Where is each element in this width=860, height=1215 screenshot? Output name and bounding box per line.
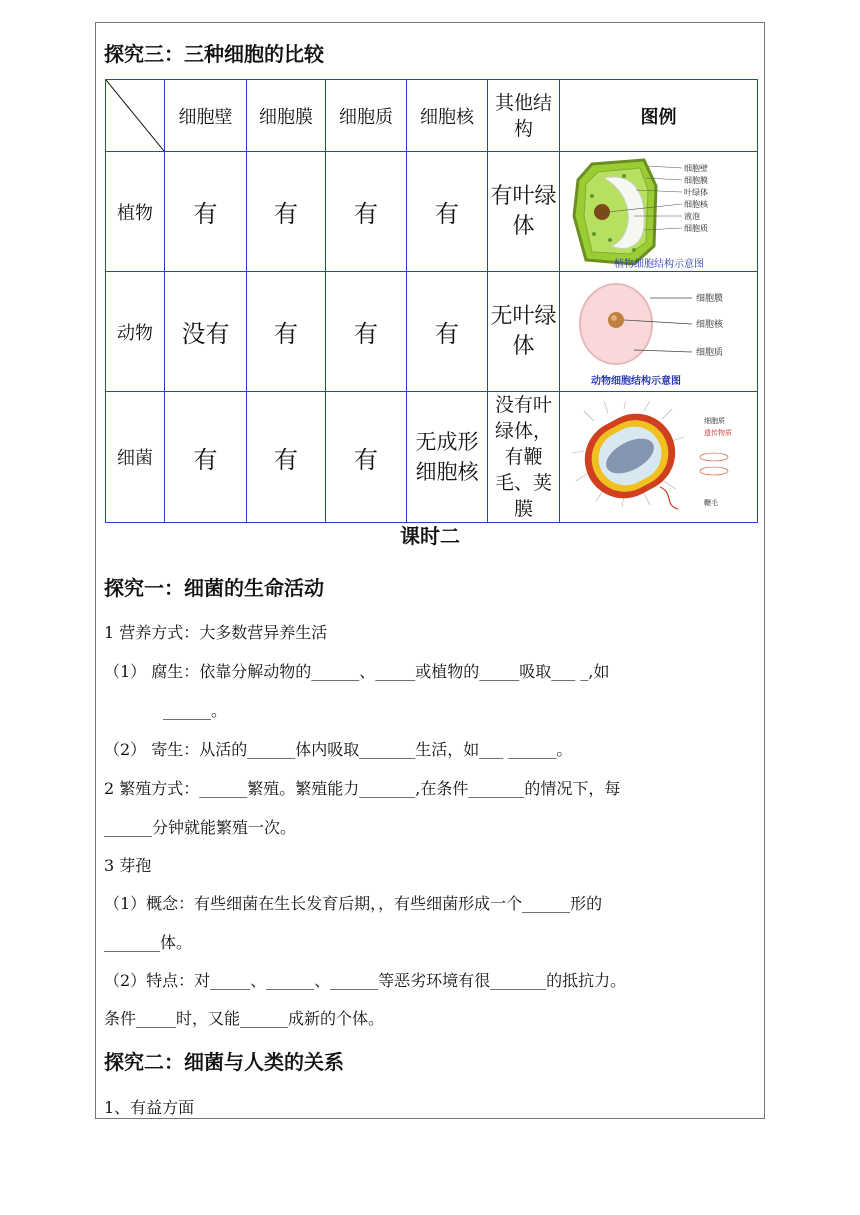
table-cell: 有	[407, 272, 488, 392]
animal-figure-caption: 动物细胞结构示意图	[590, 375, 681, 387]
animal-label-cytoplasm: 细胞质	[695, 347, 723, 358]
table-cell: 没有	[165, 272, 247, 392]
bacteria-label-flagellum: 鞭毛	[703, 499, 718, 507]
line-reproduction-time: ______分钟就能繁殖一次。	[104, 818, 297, 837]
table-cell: 没有叶绿体，有鞭毛、荚膜	[488, 392, 560, 523]
lesson2-title: 课时二	[400, 524, 460, 548]
row-label-plant: 植物	[106, 152, 165, 272]
bacteria-cell-figure	[560, 392, 758, 523]
table-cell: 有	[326, 392, 407, 523]
line-spore-feature: （2）特点：对_____、______、______等恶劣环境有很_______的抵抗力。	[104, 971, 627, 990]
bacteria-label-genetic: 遗传物质	[703, 429, 732, 437]
row-label-bacteria: 细菌	[106, 392, 165, 523]
line-saprophytic: （1） 腐生：依靠分解动物的______、_____或植物的_____吸取___ _,如	[104, 662, 610, 681]
animal-cell-figure	[560, 272, 758, 392]
table-cell: 有	[326, 152, 407, 272]
table-row	[106, 152, 758, 272]
header-cell-wall: 细胞壁	[165, 80, 247, 152]
bacteria-label-cytoplasm: 细胞质	[703, 417, 725, 425]
table-cell: 有	[165, 152, 247, 272]
table-cell: 有	[326, 272, 407, 392]
table-cell: 有	[247, 272, 326, 392]
line-reproduction: 2 繁殖方式：______繁殖。繁殖能力_______,在条件_______的情况下，每	[104, 779, 621, 798]
table-header-row	[106, 80, 758, 152]
row-label-animal: 动物	[106, 272, 165, 392]
line-nutrition: 1 营养方式：大多数营异养生活	[104, 623, 328, 642]
line-spore: 3 芽孢	[104, 856, 152, 875]
animal-label-membrane: 细胞膜	[695, 293, 723, 304]
table-cell: 有	[407, 152, 488, 272]
table-cell: 无成形细胞核	[407, 392, 488, 523]
plant-label-cytoplasm: 细胞质	[683, 223, 708, 233]
table-cell: 有	[165, 392, 247, 523]
header-cell-membrane: 细胞膜	[247, 80, 326, 152]
table-cell: 无叶绿体	[488, 272, 560, 392]
line-spore-feature-end: 条件_____时，又能______成新的个体。	[104, 1009, 385, 1028]
plant-label-nucleus: 细胞核	[683, 199, 708, 209]
explore1-title: 探究一：细菌的生命活动	[104, 576, 324, 600]
diagonal-header-cell	[106, 80, 165, 152]
line-parasitic: （2） 寄生：从活的______体内吸取_______生活，如___ ______。	[104, 740, 573, 759]
header-legend: 图例	[560, 80, 758, 152]
header-cytoplasm: 细胞质	[326, 80, 407, 152]
line-spore-concept: （1）概念：有些细菌在生长发育后期，，有些细菌形成一个______形的	[104, 894, 603, 913]
table-cell: 有叶绿体	[488, 152, 560, 272]
line-beneficial: 1、有益方面	[104, 1098, 195, 1117]
comparison-table	[105, 79, 758, 523]
table-row	[106, 392, 758, 523]
plant-label-wall: 细胞壁	[683, 163, 708, 173]
section3-title: 探究三：三种细胞的比较	[104, 42, 324, 66]
header-nucleus: 细胞核	[407, 80, 488, 152]
table-cell: 有	[247, 392, 326, 523]
animal-label-nucleus: 细胞核	[695, 319, 723, 330]
plant-label-chloroplast: 叶绿体	[683, 187, 708, 197]
plant-label-membrane: 细胞膜	[683, 175, 708, 185]
line-spore-concept-end: _______体。	[104, 933, 193, 952]
header-other-structures: 其他结构	[488, 80, 560, 152]
plant-cell-figure	[560, 152, 758, 272]
plant-figure-caption: 植物细胞结构示意图	[613, 258, 704, 268]
table-cell: 有	[247, 152, 326, 272]
plant-label-vacuole: 液泡	[683, 211, 700, 221]
explore2-title: 探究二：细菌与人类的关系	[104, 1050, 344, 1074]
line-saprophytic-example: ______。	[163, 701, 228, 720]
table-row	[106, 272, 758, 392]
